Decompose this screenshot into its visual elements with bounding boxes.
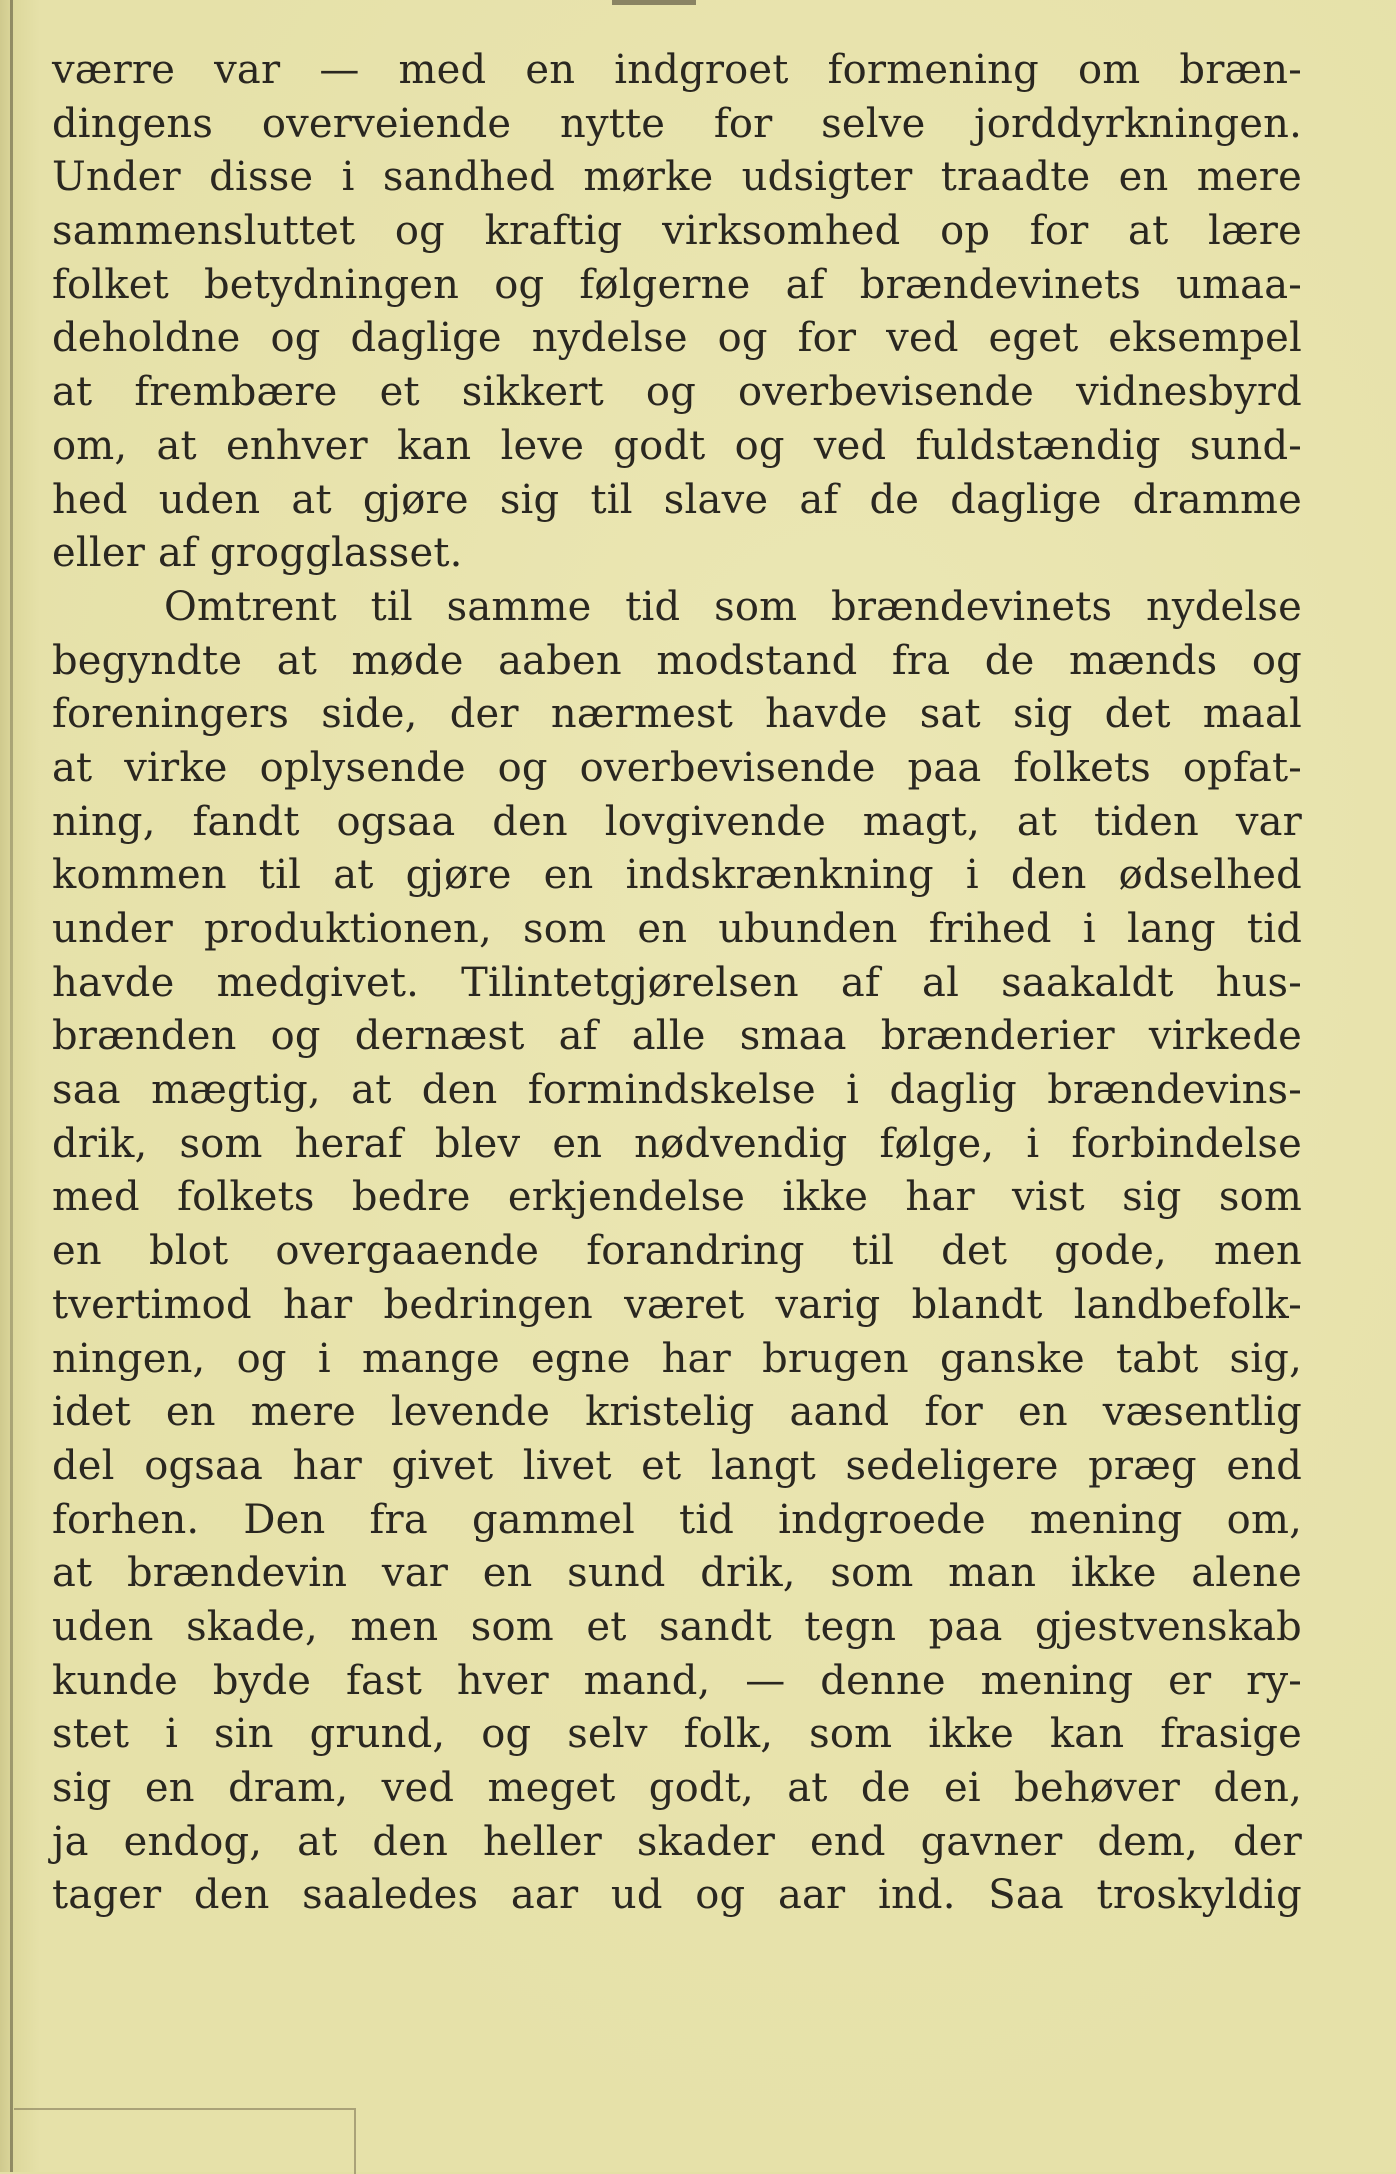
text-line: sammensluttet og kraftig virksomhed op for at lære <box>52 208 1302 255</box>
text-line: del ogsaa har givet livet et langt sedeligere præg end <box>52 1442 1302 1489</box>
text-line: brænden og dernæst af alle smaa brænderier virkede <box>52 1013 1302 1060</box>
text-line: ning, fandt ogsaa den lovgivende magt, at tiden var <box>52 798 1302 845</box>
text-line: forhen. Den fra gammel tid indgroede mening om, <box>52 1496 1302 1543</box>
text-line: at frembære et sikkert og overbevisende vidnesbyrd <box>52 369 1302 416</box>
text-line: hed uden at gjøre sig til slave af de daglige dramme <box>52 476 1302 523</box>
text-line: tvertimod har bedringen været varig blandt landbefolk- <box>52 1281 1302 1328</box>
text-line: uden skade, men som et sandt tegn paa gjestvenskab <box>52 1603 1302 1650</box>
text-line: stet i sin grund, og selv folk, som ikke kan frasige <box>52 1711 1302 1758</box>
text-line: begyndte at møde aaben modstand fra de mænds og <box>52 637 1302 684</box>
text-line: dingens overveiende nytte for selve jorddyrkningen. <box>52 100 1302 147</box>
text-line: at virke oplysende og overbevisende paa folkets opfat- <box>52 744 1302 791</box>
text-line: værre var — med en indgroet formening om bræn- <box>52 47 1302 93</box>
text-line: folket betydningen og følgerne af brændevinets umaa- <box>52 261 1302 308</box>
page-binding-edge <box>10 0 13 2172</box>
text-line: havde medgivet. Tilintetgjørelsen af al saakaldt hus- <box>52 959 1302 1006</box>
page-number-fragment <box>612 0 696 5</box>
text-line: tager den saaledes aar ud og aar ind. Saa troskyldig <box>52 1872 1302 1919</box>
text-line: Under disse i sandhed mørke udsigter traadte en mere <box>52 154 1302 201</box>
text-line: kunde byde fast hver mand, — denne mening er ry- <box>52 1657 1302 1704</box>
paragraph-end-line: eller af grogglasset. <box>52 530 463 577</box>
text-line: idet en mere levende kristelig aand for en væsentlig <box>52 1389 1302 1436</box>
text-line: saa mægtig, at den formindskelse i daglig brændevins- <box>52 1067 1302 1114</box>
text-line: under produktionen, som en ubunden frihed i lang tid <box>52 906 1302 952</box>
text-line: sig en dram, ved meget godt, at de ei behøver den, <box>52 1765 1302 1811</box>
text-line: med folkets bedre erkjendelse ikke har vist sig som <box>52 1174 1302 1221</box>
text-line: ja endog, at den heller skader end gavner dem, der <box>52 1818 1302 1865</box>
text-line: om, at enhver kan leve godt og ved fuldstændig sund- <box>52 422 1302 469</box>
scan-corner-mark <box>14 2108 356 2174</box>
body-text <box>52 44 1302 1923</box>
paragraph-start-line: Omtrent til samme tid som brændevinets nydelse <box>164 583 1302 630</box>
text-line: ningen, og i mange egne har brugen ganske tabt sig, <box>52 1335 1302 1382</box>
text-line: deholdne og daglige nydelse og for ved eget eksempel <box>52 315 1302 362</box>
text-line: en blot overgaaende forandring til det gode, men <box>52 1228 1302 1275</box>
text-line: foreningers side, der nærmest havde sat sig det maal <box>52 691 1302 738</box>
text-line: drik, som heraf blev en nødvendig følge, i forbindelse <box>52 1120 1302 1167</box>
text-line: at brændevin var en sund drik, som man ikke alene <box>52 1550 1302 1597</box>
text-line: kommen til at gjøre en indskrænkning i den ødselhed <box>52 852 1302 899</box>
